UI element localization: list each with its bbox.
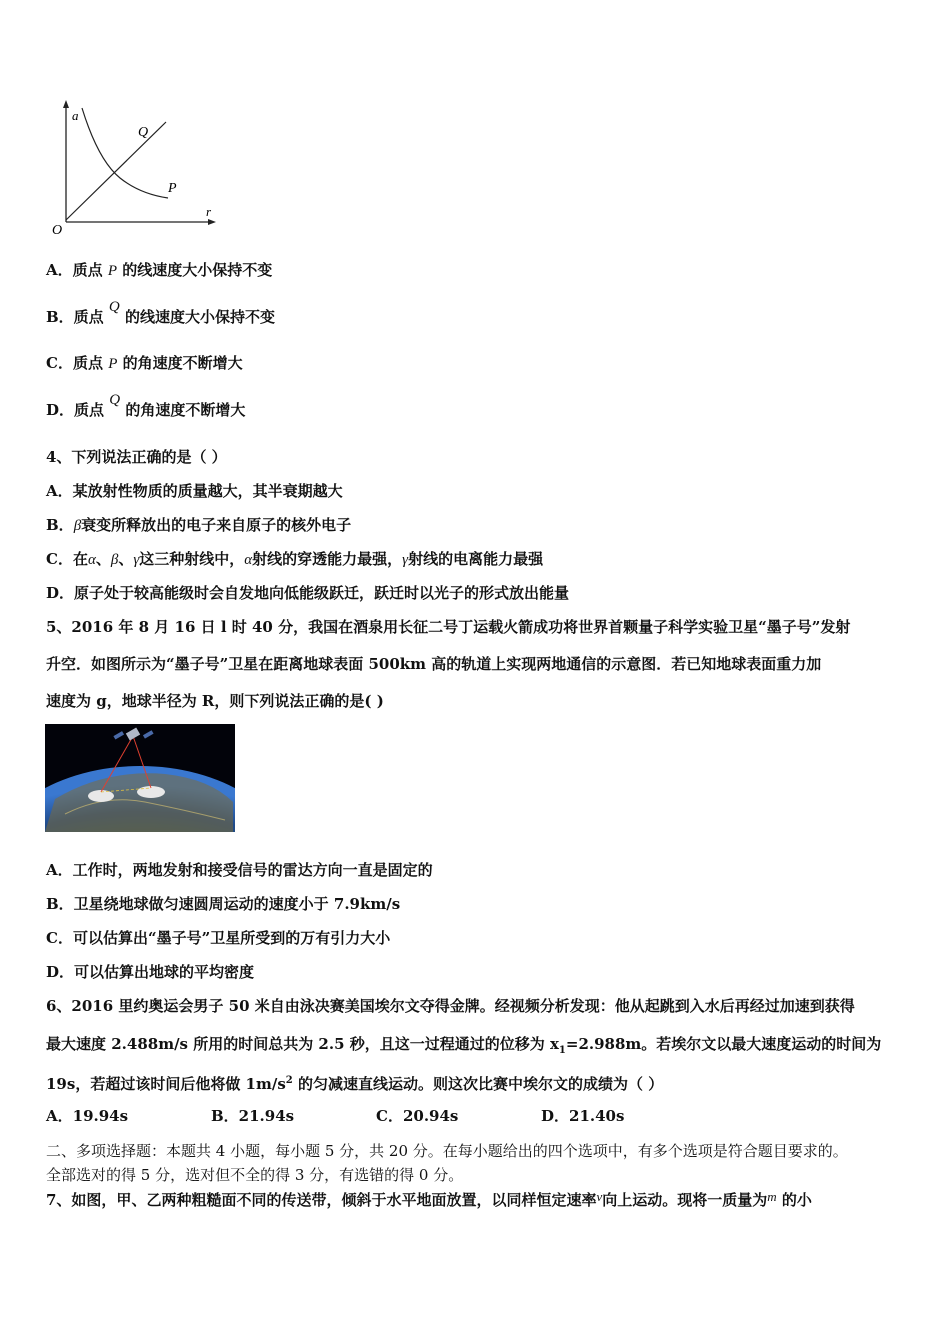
q5-stem-line1: 5、2016 年 8 月 16 日 l 时 40 分，我国在酒泉用长征二号丁运载火箭成功将世界首颗量子科学实验卫星“墨子号”发射 bbox=[46, 618, 851, 636]
q3-option-d: D．质点 Q 的角速度不断增大 bbox=[46, 392, 246, 419]
curve-q-line bbox=[66, 122, 166, 220]
q4-option-b: B．β衰变所释放出的电子来自原子的核外电子 bbox=[46, 516, 352, 534]
y-axis bbox=[63, 100, 69, 222]
q3-option-b: B．质点 Q 的线速度大小保持不变 bbox=[46, 299, 276, 326]
q6-stem-line3: 19s，若超过该时间后他将做 $1m/s^2$ 的匀减速直线运动。则这次比赛中埃尔文的成绩为（ ） bbox=[46, 1075, 664, 1093]
q6-option-c: C．20.94s bbox=[376, 1107, 459, 1125]
q6-options bbox=[46, 1106, 706, 1126]
q4-stem: 4、下列说法正确的是（ ） bbox=[46, 448, 227, 466]
a-r-graph bbox=[46, 98, 221, 238]
curve-label-q: Q bbox=[138, 125, 149, 140]
q5-option-d: D．可以估算出地球的平均密度 bbox=[46, 963, 255, 981]
q4-option-d: D．原子处于较高能级时会自发地向低能级跃迁，跃迁时以光子的形式放出能量 bbox=[46, 584, 570, 602]
q6-stem-line2: 最大速度 2.488m/s 所用的时间总共为 2.5 秒，且这一过程通过的位移为 $x_1=2.988m$。若埃尔文以最大速度运动的时间为 bbox=[46, 1035, 882, 1056]
x-axis bbox=[66, 219, 216, 225]
axis-label-r: r bbox=[206, 204, 212, 219]
q5-stem-line3: 速度为 g，地球半径为 R，则下列说法正确的是( ) bbox=[46, 692, 384, 710]
section2-heading-line1: 二、多项选择题：本题共 4 小题，每小题 5 分，共 20 分。在每小题给出的四个选项中，有多个选项是符合题目要求的。 bbox=[46, 1142, 848, 1160]
satellite-earth-image bbox=[45, 724, 235, 832]
q5-option-b: B．卫星绕地球做匀速圆周运动的速度小于 7.9km/s bbox=[46, 895, 401, 913]
q3-option-c: C．质点 P 的角速度不断增大 bbox=[46, 354, 243, 372]
q5-option-c: C．可以估算出“墨子号”卫星所受到的万有引力大小 bbox=[46, 929, 391, 947]
q5-option-a: A．工作时，两地发射和接受信号的雷达方向一直是固定的 bbox=[46, 861, 433, 879]
q6-option-d: D．21.40s bbox=[541, 1107, 625, 1125]
q6-option-a: A．19.94s bbox=[46, 1107, 129, 1125]
q4-option-a: A．某放射性物质的质量越大，其半衰期越大 bbox=[46, 482, 343, 500]
q6-option-b: B．21.94s bbox=[211, 1107, 295, 1125]
q5-stem-line2: 升空．如图所示为“墨子号”卫星在距离地球表面 500km 高的轨道上实现两地通信的示意图．若已知地球表面重力加 bbox=[46, 655, 822, 673]
axis-label-a: a bbox=[72, 108, 79, 123]
q4-option-c: C．在α、β、γ这三种射线中，α射线的穿透能力最强，γ射线的电离能力最强 bbox=[46, 550, 544, 568]
q7-stem-line1: 7、如图，甲、乙两种粗糙面不同的传送带，倾斜于水平地面放置，以同样恒定速率v向上运动。现将一质量为m 的小 bbox=[46, 1189, 812, 1209]
q6-stem-line1: 6、2016 里约奥运会男子 50 米自由泳决赛美国埃尔文夺得金牌。经视频分析发现：他从起跳到入水后再经过加速到获得 bbox=[46, 997, 855, 1015]
q3-option-a: A．质点 P 的线速度大小保持不变 bbox=[46, 261, 273, 279]
curve-label-p: P bbox=[168, 181, 177, 196]
section2-heading-line2: 全部选对的得 5 分，选对但不全的得 3 分，有选错的得 0 分。 bbox=[46, 1166, 464, 1184]
curve-p-hyperbola bbox=[82, 108, 168, 198]
origin-label: O bbox=[52, 223, 63, 238]
